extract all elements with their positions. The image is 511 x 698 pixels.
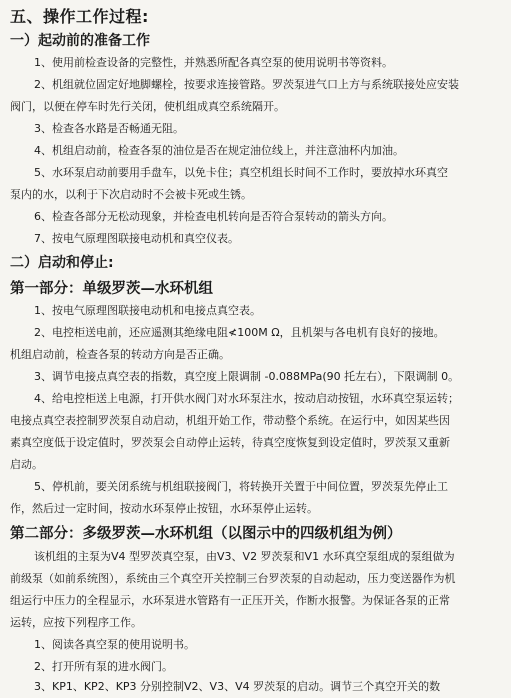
paragraph-line: 3、检查各水路是否畅通无阻。 [34, 122, 184, 135]
paragraph-line: 4、给电控柜送上电源，打开供水阀门对水环泵注水，按动启动按钮，水环真空泵运转； [34, 392, 459, 405]
paragraph-line: 5、水环泵启动前要用手盘车，以免卡住；真空机组长时间不工作时，要放掉水环真空 [34, 166, 448, 179]
paragraph-line: 组运行中压力的全程显示，水环泵进水管路有一正压开关，作断水报警。为保证各泵的正常 [10, 594, 450, 607]
paragraph-line: 3、调节电接点真空表的指数，真空度上限调制 -0.088MPa(90 托左右），下限调制 0。 [34, 370, 460, 383]
paragraph-line: 2、电控柜送电前，还应遥测其绝缘电阻≮100M Ω，且机架与各电机有良好的接地。 [34, 326, 445, 339]
paragraph-line: 素真空度低于设定值时，罗茨泵会自动停止运转，待真空度恢复到设定值时，罗茨泵又重新 [10, 436, 450, 449]
paragraph-line: 泵内的水，以利于下次启动时不会被卡死或生锈。 [10, 188, 252, 201]
part-two-title: 第二部分：多级罗茨—水环机组（以图示中的四级机组为例） [10, 526, 402, 542]
paragraph-line: 机组启动前，检查各泵的转动方向是否正确。 [10, 348, 230, 361]
paragraph-line: 作，然后过一定时间，按动水环泵停止按钮，水环泵停止运转。 [10, 502, 318, 515]
paragraph-line: 前级泵（如前系统图），系统由三个真空开关控制三台罗茨泵的自动起动，压力变送器作为机 [10, 572, 456, 585]
paragraph-line: 运转，应按下列程序工作。 [10, 616, 142, 629]
part-one-title: 第一部分：单级罗茨—水环机组 [10, 281, 213, 297]
paragraph-line: 2、打开所有泵的进水阀门。 [34, 660, 173, 673]
subsection-title-start-stop: 二）启动和停止: [10, 255, 114, 271]
paragraph-line: 4、机组启动前，检查各泵的油位是否在规定油位线上，并注意油杯内加油。 [34, 144, 404, 157]
paragraph-line: 电接点真空表控制罗茨泵自动启动，机组开始工作，带动整个系统。在运行中，如因某些因 [10, 414, 450, 427]
paragraph-line: 阀门，以便在停车时先行关闭，使机组成真空系统隔开。 [10, 100, 285, 113]
section-title: 五、操作工作过程: [10, 7, 149, 26]
paragraph-line: 7、按电气原理图联接电动机和真空仪表。 [34, 232, 239, 245]
paragraph-line: 1、按电气原理图联接电动机和电接点真空表。 [34, 304, 261, 317]
paragraph-line: 启动。 [10, 458, 43, 471]
paragraph-line: 5、停机前，要关闭系统与机组联接阀门，将转换开关置于中间位置，罗茨泵先停止工 [34, 480, 448, 493]
subsection-title-preparation: 一）起动前的准备工作 [10, 33, 150, 49]
paragraph-line: 1、阅读各真空泵的使用说明书。 [34, 638, 195, 651]
paragraph-line: 1、使用前检查设备的完整性，并熟悉所配各真空泵的使用说明书等资料。 [34, 56, 393, 69]
paragraph-line: 3、KP1、KP2、KP3 分别控制V2、V3、V4 罗茨泵的启动。调节三个真空开关的数 [34, 680, 441, 693]
paragraph-line: 该机组的主泵为V4 型罗茨真空泵，由V3、V2 罗茨泵和V1 水环真空泵组成的泵组做为 [34, 550, 455, 563]
paragraph-line: 2、机组就位固定好地脚螺栓，按要求连接管路。罗茨泵进气口上方与系统联接处应安装 [34, 78, 459, 91]
paragraph-line: 6、检查各部分无松动现象，并检查电机转向是否符合泵转动的箭头方向。 [34, 210, 393, 223]
